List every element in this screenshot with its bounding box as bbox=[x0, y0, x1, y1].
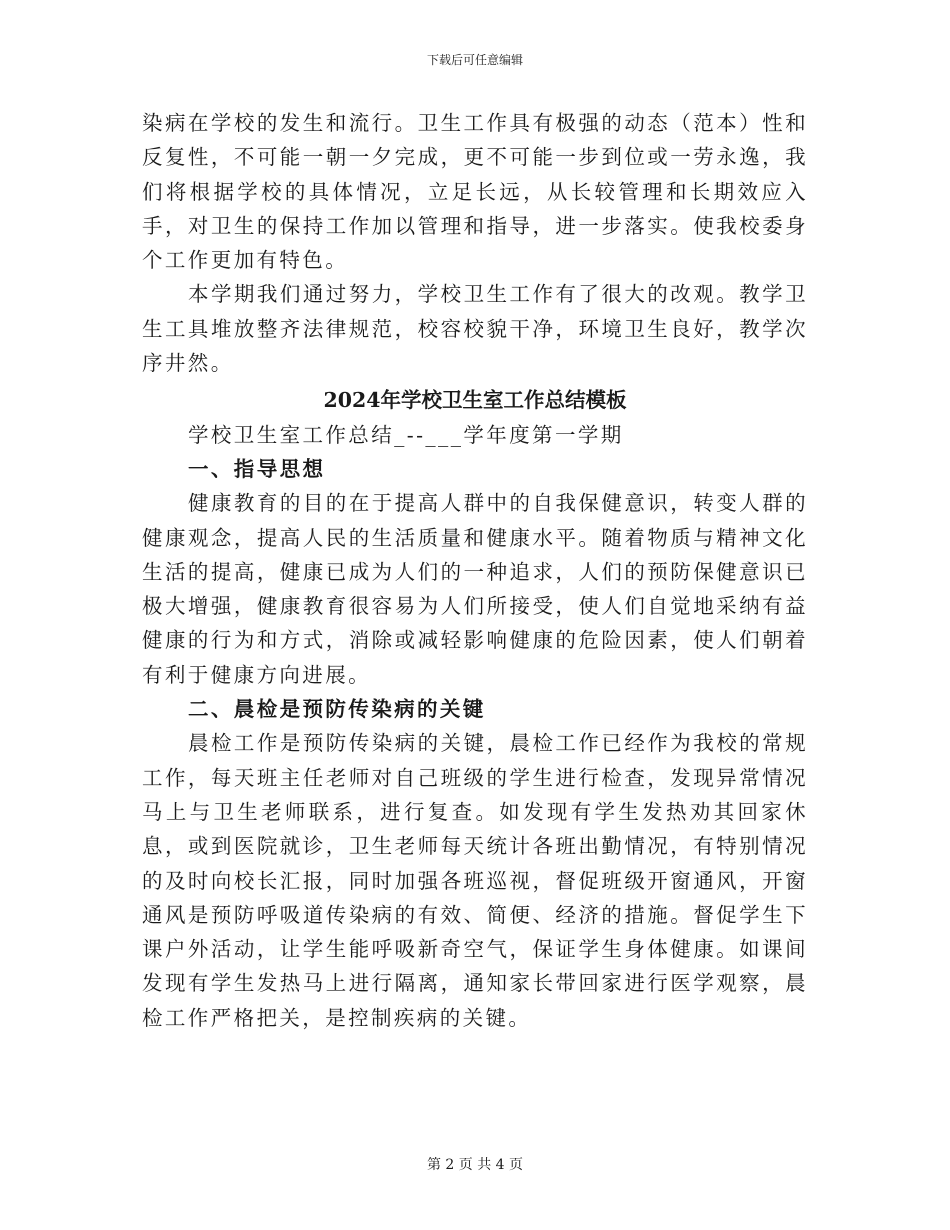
paragraph-semester-summary: 本学期我们通过努力，学校卫生工作有了很大的改观。教学卫生工具堆放整齐法律规范，校容校貌干净，环境卫生良好，教学次序井然。 bbox=[142, 282, 808, 376]
document-title: 2024年学校卫生室工作总结模板 bbox=[323, 388, 627, 413]
document-subtitle: 学校卫生室工作总结_--___学年度第一学期 bbox=[188, 422, 624, 447]
section-heading-guiding-ideology: 一、指导思想 bbox=[188, 456, 326, 481]
document-body bbox=[142, 106, 808, 1035]
paragraph-morning-check: 晨检工作是预防传染病的关键，晨检工作已经作为我校的常规工作，每天班主任老师对自己班级的学生进行检查，发现异常情况马上与卫生老师联系，进行复查。如发现有学生发热劝其回家休息，或到医院就诊，卫生老师每天统计各班出勤情况，有特别情况的及时向校长汇报，同时加强各班巡视，督促班级开窗通风，开窗通风是预防呼吸道传染病的有效、简便、经济的措施。督促学生下课户外活动，让学生能呼吸新奇空气，保证学生身体健康。如课间发现有学生发热马上进行隔离，通知家长带回家进行医学观察，晨检工作严格把关，是控制疾病的关键。 bbox=[142, 731, 808, 1030]
paragraph-health-education: 健康教育的目的在于提高人群中的自我保健意识，转变人群的健康观念，提高人民的生活质量和健康水平。随着物质与精神文化生活的提高，健康已成为人们的一种追求，人们的预防保健意识已极大增强，健康教育很容易为人们所接受，使人们自觉地采纳有益健康的行为和方式，消除或减轻影响健康的危险因素，使人们朝着有利于健康方向进展。 bbox=[142, 491, 808, 687]
page-footer: 第 2 页 共 4 页 bbox=[426, 1157, 524, 1173]
section-heading-morning-check: 二、晨检是预防传染病的关键 bbox=[188, 697, 486, 722]
page-header: 下载后可任意编辑 bbox=[426, 53, 523, 67]
paragraph-continued: 染病在学校的发生和流行。卫生工作具有极强的动态（范本）性和反复性，不可能一朝一夕完成，更不可能一步到位或一劳永逸，我们将根据学校的具体情况，立足长远，从长较管理和长期效应入手，对卫生的保持工作加以管理和指导，进一步落实。使我校委身个工作更加有特色。 bbox=[142, 111, 808, 273]
